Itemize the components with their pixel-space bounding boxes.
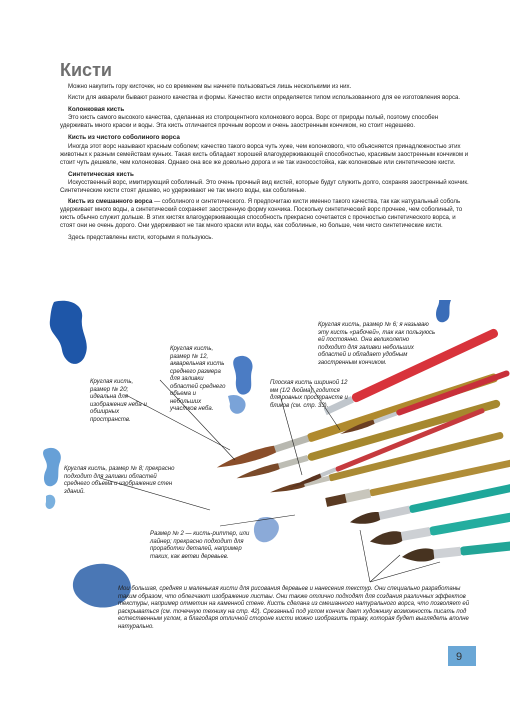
caption-round-20: Круглая кисть, размер № 20; идеальна для изображения неба и обширных пространств. [90, 379, 147, 423]
paint-swatch-top-right [436, 300, 454, 322]
section-heading: Синтетическая кисть [68, 170, 134, 178]
caption-round-8: Круглая кисть, размер № 8; прекрасно подходит для заливки областей среднего объема и изображения стен зданий. [64, 466, 175, 495]
caption-round-6: Круглая кисть, размер № 6; я называю эту кисть «рабочей», так как пользуюсь ей постоянно. Она великолепно подходит для заливки небольших областей и обладает удобным заостренным кончиком. [318, 322, 436, 366]
paint-swatch-large [50, 301, 87, 364]
caption-tree-brushes: Мои большая, средняя и маленькая кисти для рисования деревьев и нанесения текстур. Они специально разработаны таким образом, что облегчают изображение листвы. Они также отлично подходят для создания различных эффектов текстуры, например отметин на каменной стене. Кисть сделана из смешанного натурального ворса, что позволяет ей раскрываться (см. точечную технику на стр. 42). Срезанный под углом кончик дает художнику возможность писать под естественным углом, а благодаря отличной стороне кисти можно изобразить траву, которая будет выглядеть вполне натурально. [118, 586, 470, 630]
section-heading: Кисть из чистого соболиного ворса [68, 134, 180, 142]
closing-paragraph: Здесь представлены кисти, которыми я пользуюсь. [68, 233, 214, 241]
page-title: Кисти [60, 60, 112, 80]
body-text [60, 83, 470, 245]
section-body: Искусственный ворс, имитирующий соболиный. Это очень прочный вид кистей, которые будут служить долго, сохраняя заостренный кончик. Синтетические кисти стоят дешево, но удерживают не так много воды, как соболиные. [60, 178, 469, 195]
page-number: 9 [456, 651, 463, 663]
caption-flat: Плоская кисть шириной 12 мм (1/2 дюйма); годится для ровных пространств и бликов (см. стр. 33). [270, 380, 348, 409]
section-heading: Колонковая кисть [68, 106, 125, 114]
mixed-paragraph [60, 198, 470, 230]
paint-swatch-stroke [228, 395, 246, 414]
section-body: Иногда этот ворс называют красным соболем; качество такого ворса чуть хуже, чем колонкового, что объясняется принадлежностью этих животных к разным семействам куньих. Такая кисть обладает хорошей влагоудерживающей способностью, красивым заостренным кончиком и стоит чуть дешевле, чем колонковая. Однако она все же довольно дорога и не так износостойка, как колонковые или синтетические кисти. [60, 142, 469, 166]
mixed-lead: Кисть из смешанного ворса [68, 198, 153, 206]
paint-swatch-medium [233, 356, 252, 395]
paint-swatch-tiny-left [46, 495, 56, 509]
caption-size-2: Размер № 2 — кисть-риттер, или лайнер; прекрасно подходит для проработки деталей, например таких, как ветви деревьев. [150, 531, 250, 560]
paint-swatch-small-left [43, 448, 61, 486]
intro-paragraph: Кисти для акварели бывают разного качества и формы. Качество кисти определяется типом использованного для ее изготовления ворса. [68, 94, 461, 102]
caption-round-12: Круглая кисть, размер № 12, акварельная кисть среднего размера для заливки областей среднего объема и небольших участков неба. [170, 346, 226, 412]
intro-paragraph: Можно накупить гору кисточек, но со временем вы начнете пользоваться лишь несколькими из них. [68, 83, 352, 90]
brush-teal-3 [401, 538, 510, 563]
mixed-body: — соболиного и синтетического. Я предпочитаю кисти именно такого качества, так как натуральный соболь удерживает много воды, а синтетический сохраняет заостренную форму кончика. Поскольку синтетический ворс прочнее, чем соболиный, то кисть обычно служит дольше. В этих кистях влагоудерживающая способность прекрасно сочетается с прочностью синтетического ворса, и стоят они не очень дорого. Они удерживают не так много краски или воды, как соболиные, но больше, чем чисто синтетические кисти. [60, 198, 463, 230]
section-body: Это кисть самого высокого качества, сделанная из столроцентного колонкового ворса. Ворс от природы полый, поэтому способен удерживать много краски и воды. Эта кисть отличается прочным ворсом и очень заостренным кончиком, но стоит недешево. [60, 114, 439, 130]
